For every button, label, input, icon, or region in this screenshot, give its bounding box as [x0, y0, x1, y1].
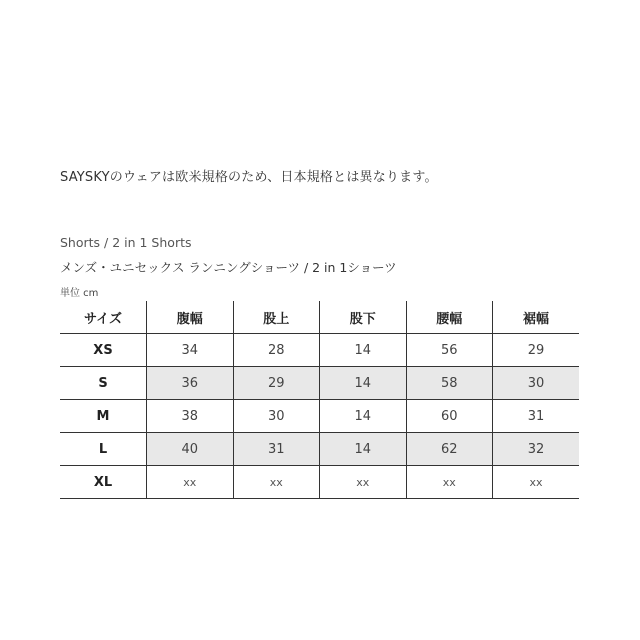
size-cell: S — [60, 367, 147, 400]
value-cell: 58 — [406, 367, 493, 400]
value-cell: xx — [406, 466, 493, 499]
size-cell: M — [60, 400, 147, 433]
value-cell: 30 — [493, 367, 580, 400]
value-cell: 60 — [406, 400, 493, 433]
value-cell: 38 — [147, 400, 234, 433]
table-row — [60, 334, 579, 367]
table-row — [60, 466, 579, 499]
header-hem: 裾幅 — [493, 301, 580, 334]
value-cell: 28 — [233, 334, 320, 367]
product-title-en: Shorts / 2 in 1 Shorts — [60, 235, 192, 250]
sizing-notice: SAYSKYのウェアは欧米規格のため、日本規格とは異なります。 — [60, 170, 438, 185]
value-cell: 40 — [147, 433, 234, 466]
value-cell: 31 — [493, 400, 580, 433]
product-title-jp: メンズ・ユニセックス ランニングショーツ / 2 in 1ショーツ — [60, 260, 397, 275]
value-cell: 30 — [233, 400, 320, 433]
table-row — [60, 433, 579, 466]
value-cell: 32 — [493, 433, 580, 466]
size-cell: XS — [60, 334, 147, 367]
table-row — [60, 400, 579, 433]
value-cell: 14 — [320, 433, 407, 466]
header-size: サイズ — [60, 301, 147, 334]
table-header-row — [60, 301, 579, 334]
header-hip: 腰幅 — [406, 301, 493, 334]
value-cell: 56 — [406, 334, 493, 367]
value-cell: 14 — [320, 400, 407, 433]
value-cell: 36 — [147, 367, 234, 400]
size-cell: XL — [60, 466, 147, 499]
value-cell: 14 — [320, 367, 407, 400]
value-cell: xx — [320, 466, 407, 499]
size-chart-table — [60, 301, 579, 499]
value-cell: 62 — [406, 433, 493, 466]
value-cell: xx — [493, 466, 580, 499]
value-cell: xx — [147, 466, 234, 499]
value-cell: xx — [233, 466, 320, 499]
table-row — [60, 367, 579, 400]
header-waist: 腹幅 — [147, 301, 234, 334]
value-cell: 29 — [233, 367, 320, 400]
value-cell: 31 — [233, 433, 320, 466]
value-cell: 29 — [493, 334, 580, 367]
header-rise: 股上 — [233, 301, 320, 334]
value-cell: 14 — [320, 334, 407, 367]
value-cell: 34 — [147, 334, 234, 367]
unit-label: 単位 cm — [60, 288, 99, 299]
header-inseam: 股下 — [320, 301, 407, 334]
size-cell: L — [60, 433, 147, 466]
